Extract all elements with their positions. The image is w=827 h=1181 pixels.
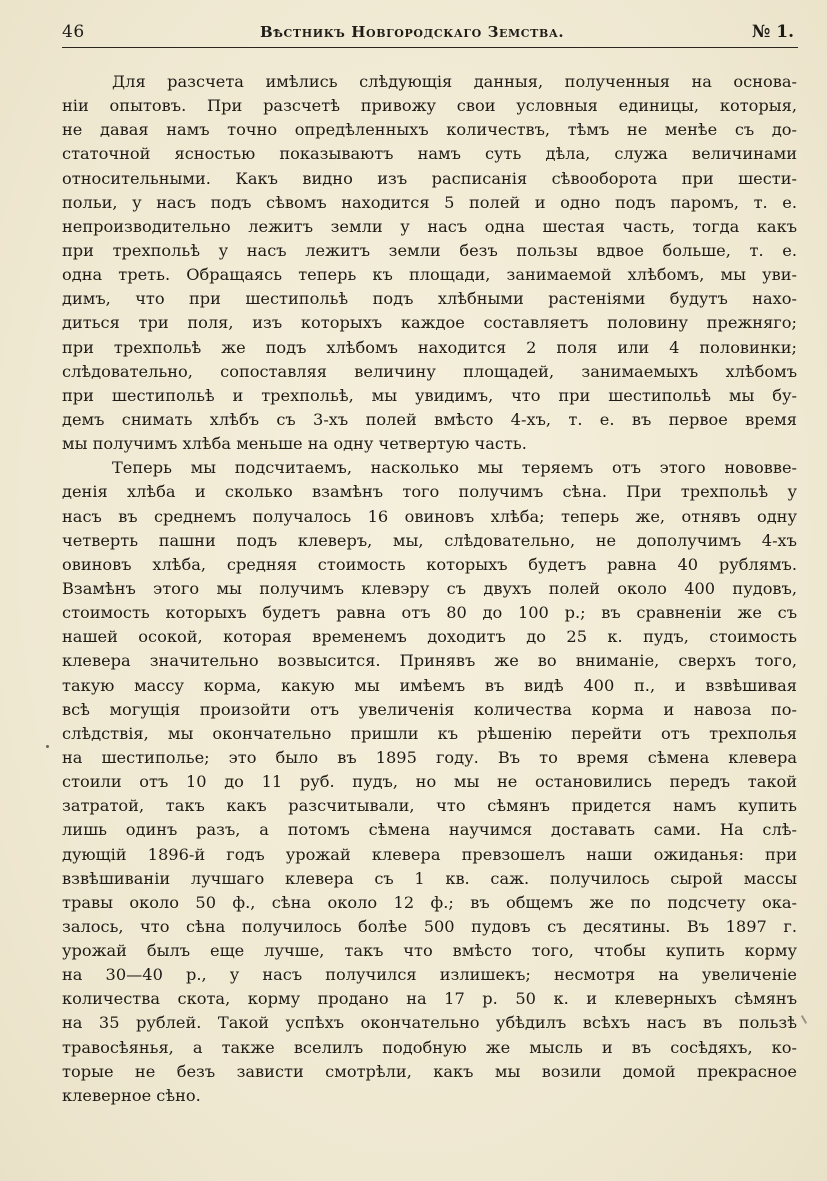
text-line: залось, что сѣна получилось болѣе 500 пудовъ съ десятины. Въ 1897 г. [62,916,797,936]
text-line: на шестиполье; это было въ 1895 году. Въ то время сѣмена клевера [62,747,797,767]
text-line: относительными. Какъ видно изъ расписанія сѣвооборота при шести- [62,168,797,188]
text-line: травы около 50 ф., сѣна около 12 ф.; въ общемъ же по подсчету ока- [62,892,797,912]
text-line: всѣ могущія произойти отъ увеличенія количества корма и навоза по- [62,699,797,719]
text-line: ніи опытовъ. При разсчетѣ привожу свои условныя единицы, которыя, [62,96,797,116]
text-line: стоили отъ 10 до 11 руб. пудъ, но мы не остановились передъ такой [62,772,797,792]
page-header [62,22,798,48]
text-line: диться три поля, изъ которыхъ каждое составляетъ половину прежняго; [62,313,797,333]
text-line: димъ, что при шестипольѣ подъ хлѣбными растеніями будутъ нахо- [62,289,797,309]
text-line: Взамѣнъ этого мы получимъ клевэру съ двухъ полей около 400 пудовъ, [62,578,797,598]
text-line: лишь одинъ разъ, а потомъ сѣмена научимся доставать сами. На слѣ- [62,820,797,840]
text-line: четверть пашни подъ клеверъ, мы, слѣдовательно, не дополучимъ 4-хъ [62,530,797,550]
text-line: затратой, такъ какъ разсчитывали, что сѣмянъ придется намъ купить [62,796,797,816]
margin-speck [46,745,49,748]
text-line: денія хлѣба и сколько взамѣнъ того получимъ сѣна. При трехпольѣ у [62,482,797,502]
text-line: Теперь мы подсчитаемъ, насколько мы теряемъ отъ этого нововве- [112,458,797,478]
text-line: статочной ясностью показываютъ намъ суть дѣла, служа величинами [62,144,797,164]
header-rule [62,47,798,48]
text-line: клевера значительно возвысится. Принявъ же во вниманіе, сверхъ того, [62,651,797,671]
text-line: стоимость которыхъ будетъ равна отъ 80 до 100 р.; въ сравненіи же съ [62,603,797,623]
text-line: при трехпольѣ же подъ хлѣбомъ находится 2 поля или 4 половинки; [62,337,797,357]
page-number: 46 [62,22,85,42]
text-line: слѣдствія, мы окончательно пришли къ рѣшенію перейти отъ трехполья [62,723,797,743]
running-title: Вѣстникъ Новгородскаго Земства. [260,23,565,41]
text-line: польи, у насъ подъ сѣвомъ находится 5 полей и одно подъ паромъ, т. е. [62,192,797,212]
text-line: одна треть. Обращаясь теперь къ площади, занимаемой хлѣбомъ, мы уви- [62,265,797,285]
text-line: урожай былъ еще лучше, такъ что вмѣсто того, чтобы купить корму [62,941,797,961]
text-line: на 30—40 р., у насъ получился излишекъ; несмотря на увеличеніе [62,965,797,985]
text-line: на 35 рублей. Такой успѣхъ окончательно убѣдилъ всѣхъ насъ въ пользѣ [62,1013,797,1033]
margin-mark [801,1015,807,1024]
text-line: клеверное сѣно. [62,1085,201,1105]
text-line: при шестипольѣ и трехпольѣ, мы увидимъ, что при шестипольѣ мы бу- [62,385,797,405]
text-line: насъ въ среднемъ получалось 16 овиновъ хлѣба; теперь же, отнявъ одну [62,506,797,526]
issue-number: № 1. [751,22,794,42]
text-line: взвѣшиваніи лучшаго клевера съ 1 кв. саж. получилось сырой массы [62,868,797,888]
body-text [62,70,797,1108]
text-line: Для разсчета имѣлись слѣдующія данныя, полученныя на основа- [112,72,797,91]
text-line: количества скота, корму продано на 17 р. 50 к. и клеверныхъ сѣмянъ [62,989,797,1009]
text-line: овиновъ хлѣба, средняя стоимость которыхъ будетъ равна 40 рублямъ. [62,554,797,574]
text-line: нашей осокой, которая временемъ доходитъ до 25 к. пудъ, стоимость [62,627,797,647]
text-line: травосѣянья, а также вселилъ подобную же мысль и въ сосѣдяхъ, ко- [62,1037,797,1057]
text-line: демъ снимать хлѣбъ съ 3-хъ полей вмѣсто 4-хъ, т. е. въ первое время [62,409,797,429]
text-line: не давая намъ точно опредѣленныхъ количествъ, тѣмъ не менѣе съ до- [62,120,797,140]
text-line: торые не безъ зависти смотрѣли, какъ мы возили домой прекрасное [62,1061,797,1081]
text-line: при трехпольѣ у насъ лежитъ земли безъ пользы вдвое больше, т. е. [62,240,797,260]
text-line: мы получимъ хлѣба меньше на одну четвертую часть. [62,434,527,454]
text-line: слѣдовательно, сопоставляя величину площадей, занимаемыхъ хлѣбомъ [62,361,797,381]
text-line: такую массу корма, какую мы имѣемъ въ видѣ 400 п., и взвѣшивая [62,675,797,695]
text-line: дующій 1896-й годъ урожай клевера превзошелъ наши ожиданья: при [62,844,797,864]
text-line: непроизводительно лежитъ земли у насъ одна шестая часть, тогда какъ [62,216,797,236]
